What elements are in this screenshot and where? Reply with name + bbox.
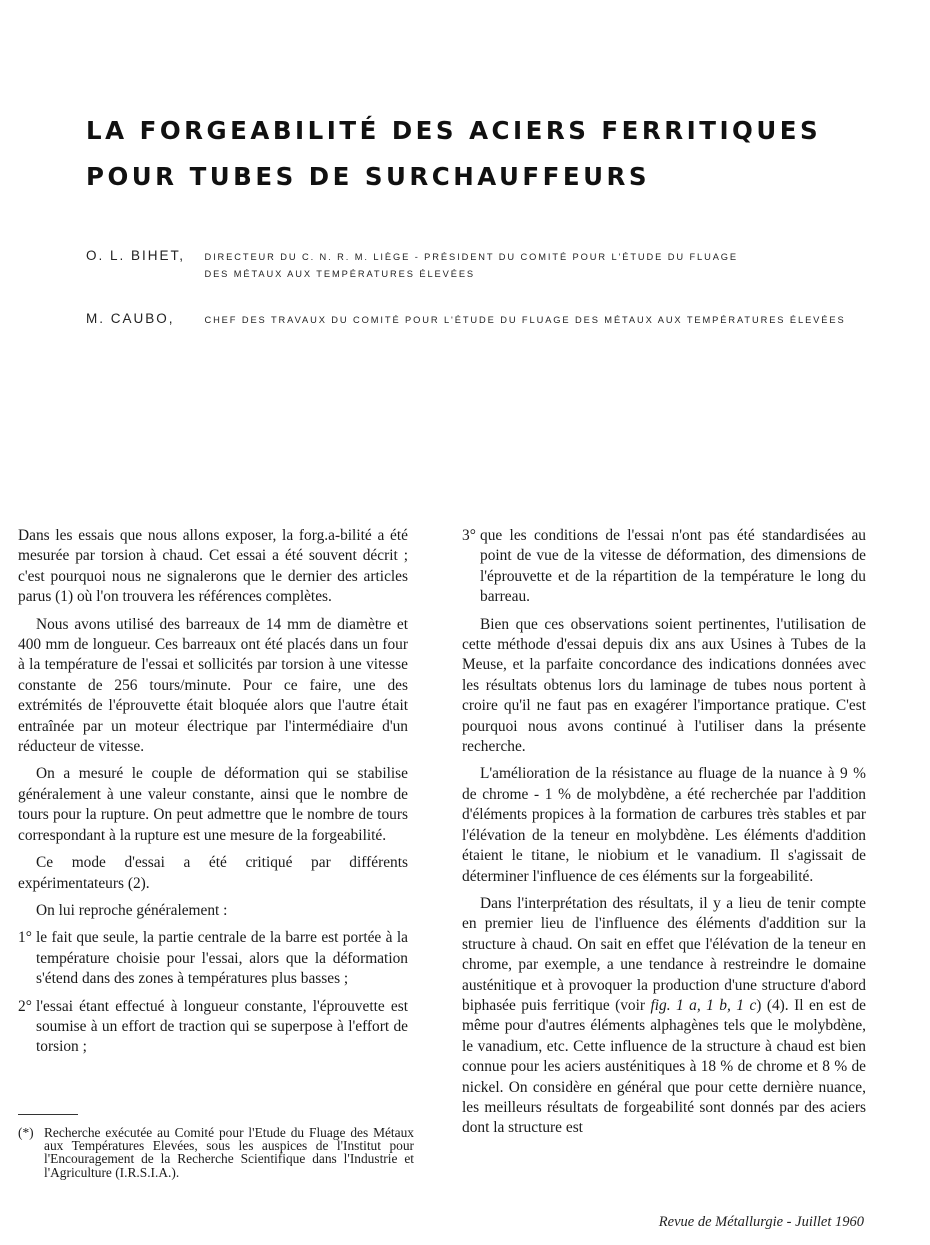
paragraph: Dans les essais que nous allons exposer, la forg.a-bilité a été mesurée par torsion à chaud. Cet essai a été souvent décrit ; c'est pourquoi nous ne signalerons que le dernier des articles parus (1) où l'on trouvera les références complètes. [18, 527, 408, 606]
list-item [18, 997, 408, 1058]
author-name: M. CAUBO, [86, 311, 175, 326]
paragraph: On a mesuré le couple de déformation qui se stabilise généralement à une valeur constante, ainsi que le nombre de tours pour la rupture. On peut admettre que le nombre de tours correspondant à la rupture est une mesure de la forgeabilité. [18, 765, 408, 844]
right-column [462, 526, 866, 1146]
paragraph: On lui reproche généralement : [36, 901, 228, 919]
list-text: l'essai étant effectué à longueur constante, l'éprouvette est soumise à un effort de traction qui se superpose à l'effort de torsion ; [36, 997, 408, 1056]
title-line-2: POUR TUBES DE SURCHAUFFEURS [86, 162, 650, 191]
paragraph: Dans l'interprétation des résultats, il y a lieu de tenir compte en premier lieu de l'influence des éléments d'addition sur la structure à chaud. On sait en effet que l'élévation de la teneur en chrome, par exemple, a une tendance à restreindre le domaine austénitique et à provoquer la production d'une structure d'abord biphasée puis ferritique (voir fig. 1 a, 1 b, 1 c) (4). Il en est de même pour d'autres éléments alphagènes tels que le molybdène, le vanadium, etc. Cette influence de la structure à chaud est bien connue pour les aciers austénitiques à 18 % de chrome et 8 % de nickel. On considère en général que pour cette dernière nuance, les meilleurs résultats de forgeabilité sont donnés par des aciers dont la structure est [462, 894, 866, 1137]
footnote-text: Recherche exécutée au Comité pour l'Etude du Fluage des Métaux aux Températures Elevées, sous les auspices de l'Institut pour l'Encouragement de la Recherche Scientifique dans l'Industrie et l'Agriculture (I.R.S.I.A.). [44, 1125, 414, 1180]
figure-reference: fig. 1 a, 1 b, 1 c [650, 996, 757, 1014]
paragraph: Bien que ces observations soient pertinentes, l'utilisation de cette méthode d'essai depuis dix ans aux Usines à Tubes de la Meuse, et la parfaite concordance des indications données avec les résultats obtenus lors du laminage de tubes nous portent à croire qu'il ne faut pas en exagérer l'importance pratique. C'est pourquoi nous avons continué à l'utiliser dans la présente recherche. [462, 615, 866, 756]
footnote-divider [18, 1114, 78, 1115]
list-number: 1° [18, 929, 32, 947]
list-number: 2° [18, 997, 32, 1015]
author-bihet [86, 248, 738, 283]
left-column [18, 526, 408, 1065]
title-line-1: LA FORGEABILITÉ DES ACIERS FERRITIQUES [86, 116, 822, 145]
author-caubo [86, 311, 846, 329]
author-affiliation: CHEF DES TRAVAUX DU COMITÉ POUR L'ÉTUDE DU FLUAGE DES MÉTAUX AUX TEMPÉRATURES ÉLEVÉES [204, 315, 846, 325]
list-item [18, 928, 408, 989]
footnote [18, 1126, 414, 1179]
author-affiliation: DIRECTEUR DU C. N. R. M. LIÈGE - PRÉSIDENT DU COMITÉ POUR L'ÉTUDE DU FLUAGE DES MÉTAUX AUX TEMPÉRATURES ÉLEVÉES [204, 252, 739, 279]
paragraph: L'amélioration de la résistance au fluage de la nuance à 9 % de chrome - 1 % de molybdène, a été recherchée par l'addition d'éléments propices à la formation de carbures très stables et par l'élévation de la teneur en molybdène. Les éléments d'addition étaient le titane, le niobium et le vanadium. Il s'agissait de déterminer l'influence de ces éléments sur la forgeabilité. [462, 765, 866, 885]
list-text: que les conditions de l'essai n'ont pas été standardisées au point de vue de la vitesse de déformation, des dimensions de l'éprouvette et de la répartition de la température le long du barreau. [480, 527, 866, 606]
paragraph: Ce mode d'essai a été critiqué par différents expérimentateurs (2). [18, 854, 408, 892]
journal-footer: Revue de Métallurgie - Juillet 1960 [658, 1214, 864, 1230]
paragraph: Nous avons utilisé des barreaux de 14 mm de diamètre et 400 mm de longueur. Ces barreaux ont été placés dans un four à la température de l'essai et sollicités par torsion à une vitesse constante de 256 tours/minute. Pour ce faire, une des extrémités de l'éprouvette était bloquée alors que l'autre était entraînée par un moteur électrique par l'intermédiaire d'un réducteur de vitesse. [18, 615, 408, 756]
author-name: O. L. BIHET, [86, 248, 186, 263]
footnote-mark: (*) [18, 1125, 34, 1140]
article-title [86, 108, 886, 200]
list-item [462, 526, 866, 608]
list-text: le fait que seule, la partie centrale de la barre est portée à la température choisie pour l'essai, alors que la déformation s'étend dans des zones à températures plus basses ; [36, 929, 408, 988]
list-number: 3° [462, 527, 476, 544]
